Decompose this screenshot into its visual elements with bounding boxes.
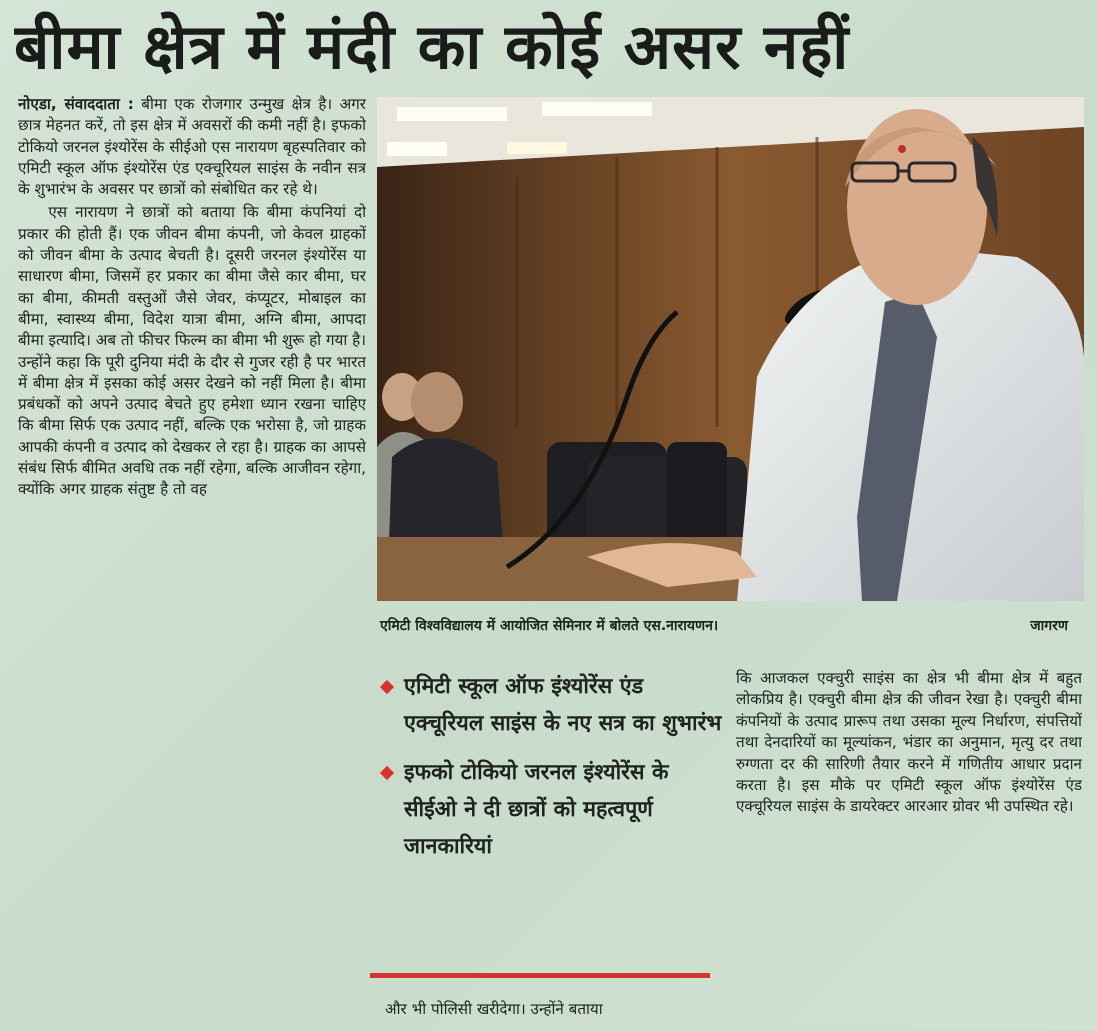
- dateline: नोएडा, संवाददाता :: [18, 95, 134, 113]
- news-photo: [377, 97, 1084, 601]
- article-paragraph-2: एस नारायण ने छात्रों को बताया कि बीमा कंपनियां दो प्रकार की होती हैं। एक जीवन बीमा कंपनी, जो केवल ग्राहकों को जीवन बीमा के उत्पाद बेचती है। दूसरी जरनल इंश्योरेंस या साधारण बीमा, जिसमें हर प्रकार का बीमा जैसे कार बीमा, घर का बीमा, कीमती वस्तुओं जैसे जेवर, कंप्यूटर, मोबाइल का बीमा, स्वास्थ्य बीमा, विदेश यात्रा बीमा, अग्नि बीमा, आपदा बीमा इत्यादि। अब तो फीचर फिल्म का बीमा भी शुरू हो गया है। उन्होंने कहा कि पूरी दुनिया मंदी के दौर से गुजर रही है पर भारत में बीमा क्षेत्र में इसका कोई असर देखने को नहीं मिला है। बीमा प्रबंधकों को अपने उत्पाद बेचते हुए हमेशा ध्यान रखना चाहिए कि बीमा सिर्फ एक उत्पाद नहीं, बल्कि एक भरोसा है, जो ग्राहक आपकी कंपनी व उत्पाद को देखकर ले रहा है। ग्राहक का आपसे संबंध सिर्फ बीमित अवधि तक नहीं रहेगा, बल्कि आजीवन रहेगा, क्योंकि अगर ग्राहक संतुष्ट है तो वह: [18, 203, 366, 499]
- diamond-bullet-icon: [380, 680, 394, 694]
- highlight-text: इफको टोकियो जरनल इंश्योरेंस के सीईओ ने दी छात्रों को महत्वपूर्ण जानकारियां: [404, 760, 669, 859]
- speaker-photo-illustration: [377, 97, 1084, 601]
- diamond-bullet-icon: [380, 766, 394, 780]
- highlight-text: एमिटी स्कूल ऑफ इंश्योरेंस एंड एक्चूरियल साइंस के नए सत्र का शुभारंभ: [404, 674, 722, 736]
- photo-credit: जागरण: [1030, 618, 1068, 634]
- photo-caption: एमिटी विश्वविद्यालय में आयोजित सेमिनार में बोलते एस.नारायणन।: [380, 618, 719, 634]
- article-paragraph-1-text: बीमा एक रोजगार उन्मुख क्षेत्र है। अगर छात्र मेहनत करें, तो इस क्षेत्र में अवसरों की कमी नहीं है। इफको टोकियो जरनल इंश्योरेंस के सीईओ एस नारायण बृहस्पतिवार को एमिटी स्कूल ऑफ इंश्योरेंस एंड एक्चूरियल साइंस के नवीन सत्र के शुभारंभ के अवसर पर छात्रों को संबोधित कर रहे थे।: [18, 95, 366, 199]
- red-divider-rule: [370, 973, 710, 978]
- highlight-item: [372, 754, 722, 865]
- article-right-column: [736, 668, 1082, 1026]
- article-paragraph-1: [18, 94, 366, 200]
- article-right-paragraph: कि आजकल एक्चुरी साइंस का क्षेत्र भी बीमा क्षेत्र में बहुत लोकप्रिय है। एक्चुरी बीमा क्षेत्र की जीवन रेखा है। एक्चुरी बीमा कंपनियों के उत्पाद प्रारूप तथा उसका मूल्य निर्धारण, संपत्तियों तथा देनदारियों का मूल्यांकन, भंडार का अनुमान, मृत्यु दर तथा रुग्णता दर की सारिणी तैयार करने में गणितीय आधार प्रदान करता है। इस मौके पर एमिटी स्कूल ऑफ इंश्योरेंस एंड एक्चूरियल साइंस के डायरेक्टर आरआर ग्रोवर भी उपस्थित रहे।: [736, 669, 1082, 816]
- highlight-item: [372, 668, 722, 742]
- photo-caption-bar: [380, 613, 1080, 639]
- headline: बीमा क्षेत्र में मंदी का कोई असर नहीं: [14, 10, 850, 83]
- highlights-box: [372, 668, 722, 964]
- article-middle-continuation: और भी पोलिसी खरीदेगा। उन्होंने बताया: [385, 1000, 603, 1018]
- article-left-column: [18, 94, 366, 1024]
